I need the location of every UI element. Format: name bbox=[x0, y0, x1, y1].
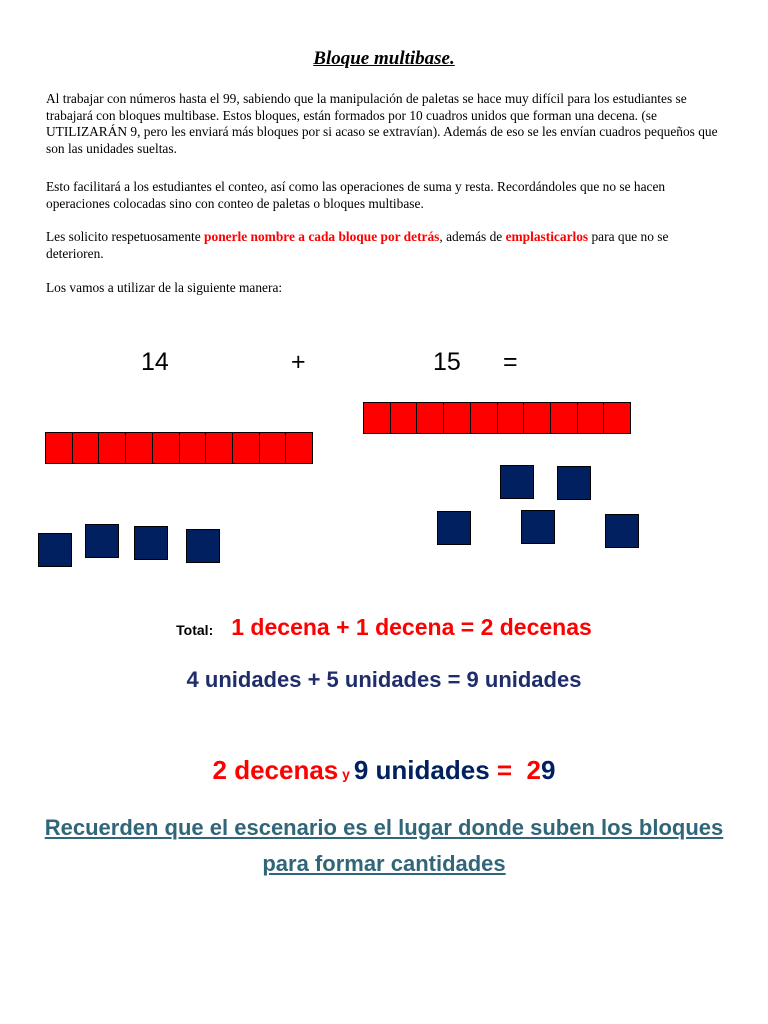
unit-cube bbox=[521, 510, 555, 544]
ten-block-right bbox=[363, 402, 631, 434]
request-text-c: , además de bbox=[439, 229, 506, 244]
unit-cube bbox=[38, 533, 72, 567]
result-equals: = bbox=[496, 755, 513, 785]
unit-cube bbox=[134, 526, 168, 560]
ten-block-cell bbox=[417, 403, 444, 433]
equation-equals: = bbox=[503, 348, 518, 376]
result-units: 9 unidades bbox=[353, 755, 490, 785]
unit-cube bbox=[85, 524, 119, 558]
ten-block-cell bbox=[206, 433, 233, 463]
request-text-a: Les solicito respetuosamente bbox=[46, 229, 205, 244]
ten-block-left bbox=[45, 432, 313, 464]
request-text-e: para que no se deterioren. bbox=[46, 229, 669, 261]
result-line bbox=[0, 755, 768, 786]
purpose-paragraph: Esto facilitará a los estudiantes el conteo, así como las operaciones de suma y resta. Recordándoles que no se hacen operaciones colocadas sino con conteo de paletas o bloques multibase. bbox=[46, 179, 666, 211]
ten-block-cell bbox=[46, 433, 73, 463]
unit-cube bbox=[557, 466, 591, 500]
request-highlight-name: ponerle nombre a cada bloque por detrás bbox=[204, 229, 440, 244]
result-tens: 2 decenas bbox=[212, 755, 339, 785]
reminder-note bbox=[0, 810, 768, 882]
ten-block-cell bbox=[444, 403, 471, 433]
page-title: Bloque multibase. bbox=[313, 48, 455, 69]
total-units-line: 4 unidades + 5 unidades = 9 unidades bbox=[186, 667, 582, 692]
ten-block-cell bbox=[604, 403, 630, 433]
equation-right-number: 15 bbox=[433, 348, 461, 376]
equation-left-number: 14 bbox=[141, 348, 169, 376]
ten-block-cell bbox=[364, 403, 391, 433]
total-tens-text: 1 decena + 1 decena = 2 decenas bbox=[231, 614, 592, 640]
reminder-line-1: Recuerden que el escenario es el lugar donde suben los bloques bbox=[44, 815, 724, 840]
ten-block-cell bbox=[391, 403, 418, 433]
unit-cube bbox=[605, 514, 639, 548]
ten-block-cell bbox=[524, 403, 551, 433]
usage-paragraph: Los vamos a utilizar de la siguiente manera: bbox=[46, 280, 283, 295]
ten-block-cell bbox=[233, 433, 260, 463]
ten-block-cell bbox=[180, 433, 207, 463]
request-highlight-laminate: emplasticarlos bbox=[505, 229, 589, 244]
ten-block-cell bbox=[126, 433, 153, 463]
intro-paragraph: Al trabajar con números hasta el 99, sabiendo que la manipulación de paletas se hace muy difícil para los estudiantes se trabajará con bloques multibase. Estos bloques, están formados por 10 cuadros unidos que forman una decena. (se UTILIZARÁN 9, pero les enviará más bloques por si acaso se extravían). Además de eso se les envían cuadros pequeños que son las unidades sueltas. bbox=[46, 91, 718, 156]
ten-block-cell bbox=[73, 433, 100, 463]
reminder-line-2: para formar cantidades bbox=[262, 851, 506, 876]
ten-block-cell bbox=[99, 433, 126, 463]
ten-block-cell bbox=[551, 403, 578, 433]
result-connector: y bbox=[342, 766, 350, 782]
ten-block-cell bbox=[498, 403, 525, 433]
ten-block-cell bbox=[153, 433, 180, 463]
unit-cube bbox=[437, 511, 471, 545]
ten-block-cell bbox=[260, 433, 287, 463]
result-digit-tens: 2 bbox=[526, 755, 542, 785]
ten-block-cell bbox=[578, 403, 605, 433]
equation-plus: + bbox=[291, 348, 306, 376]
ten-block-cell bbox=[471, 403, 498, 433]
total-label: Total: bbox=[176, 622, 214, 638]
total-tens-line bbox=[0, 614, 768, 641]
ten-block-cell bbox=[286, 433, 312, 463]
result-digit-units: 9 bbox=[541, 755, 556, 785]
unit-cube bbox=[186, 529, 220, 563]
request-paragraph bbox=[46, 229, 726, 262]
unit-cube bbox=[500, 465, 534, 499]
